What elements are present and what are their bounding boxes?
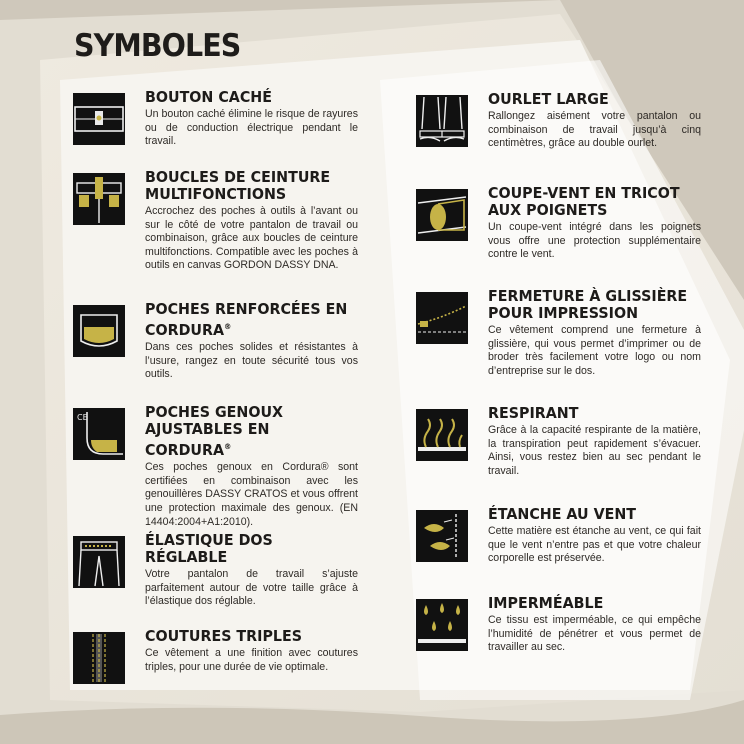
knit-cuff-icon — [416, 189, 468, 241]
item-title: IMPERMÉABLE — [488, 594, 604, 612]
triple-seam-icon — [73, 632, 125, 684]
svg-text:CE: CE — [77, 413, 88, 422]
item-description: Ce tissu est imperméable, ce qui empêche l’humidité de pénétrer et vous permet de travailler au sec. — [488, 614, 701, 654]
item-description: Ces poches genoux en Cordura® sont certifiées en combinaison avec les genouillères DASSY CRATOS et vous offrent une protection maximale des genoux. (EN 14404:2004+A1:2010). — [145, 461, 358, 528]
wide-hem-icon — [416, 95, 468, 147]
item-title: POCHES RENFORCÉES EN CORDURA® — [145, 300, 348, 340]
item-title: OURLET LARGE — [488, 90, 609, 108]
item-description: Un coupe-vent intégré dans les poignets vous offre une protection supplémentaire contre le vent. — [488, 221, 701, 261]
item-title: ÉTANCHE AU VENT — [488, 505, 637, 523]
item-title: ÉLASTIQUE DOS RÉGLABLE — [145, 531, 273, 566]
item-title: POCHES GENOUX AJUSTABLES EN CORDURA® — [145, 403, 284, 460]
zipper-print-icon — [416, 292, 468, 344]
breathable-icon — [416, 409, 468, 461]
item-title: COUPE-VENT EN TRICOT AUX POIGNETS — [488, 184, 680, 219]
item-title: BOUCLES DE CEINTURE MULTIFONCTIONS — [145, 168, 331, 203]
item-description: Ce vêtement comprend une fermeture à glissière, qui vous permet d’imprimer ou de broder très facilement votre logo ou nom d’entreprise sur le dos. — [488, 324, 701, 377]
waterproof-icon — [416, 599, 468, 651]
knee-pocket-icon — [73, 408, 125, 460]
page-title: SYMBOLES — [74, 28, 241, 64]
item-title: RESPIRANT — [488, 404, 579, 422]
item-description: Un bouton caché élimine le risque de rayures ou de conduction électrique pendant le travail. — [145, 108, 358, 148]
item-title: FERMETURE À GLISSIÈRE POUR IMPRESSION — [488, 287, 688, 322]
belt-loop-icon — [73, 173, 125, 225]
item-description: Votre pantalon de travail s’ajuste parfaitement autour de votre taille grâce à l’élastique dos réglable. — [145, 568, 358, 608]
item-description: Ce vêtement a une finition avec coutures triples, pour une durée de vie optimale. — [145, 647, 358, 673]
hidden-button-icon — [73, 93, 125, 145]
item-title: BOUTON CACHÉ — [145, 88, 272, 106]
item-description: Rallongez aisément votre pantalon ou combinaison de travail jusqu’à cinq centimètres, grâce au double ourlet. — [488, 110, 701, 150]
item-title: COUTURES TRIPLES — [145, 627, 303, 645]
windproof-icon — [416, 510, 468, 562]
item-description: Grâce à la capacité respirante de la matière, la transpiration peut rapidement s’évacuer. Ainsi, vous restez bien au sec pendant le travail. — [488, 424, 701, 477]
item-description: Cette matière est étanche au vent, ce qui fait que le vent n’entre pas et que votre chaleur corporelle est préservée. — [488, 525, 701, 565]
item-description: Dans ces poches solides et résistantes à l’usure, rangez en toute sécurité tous vos outils. — [145, 341, 358, 381]
reinforced-pocket-icon — [73, 305, 125, 357]
elastic-waist-icon — [73, 536, 125, 588]
item-description: Accrochez des poches à outils à l’avant ou sur le côté de votre pantalon de travail ou combinaison, grâce aux boucles de ceinture multifonctions. Compatible avec les poches à outils en canvas GORDON DASSY DNA. — [145, 205, 358, 272]
